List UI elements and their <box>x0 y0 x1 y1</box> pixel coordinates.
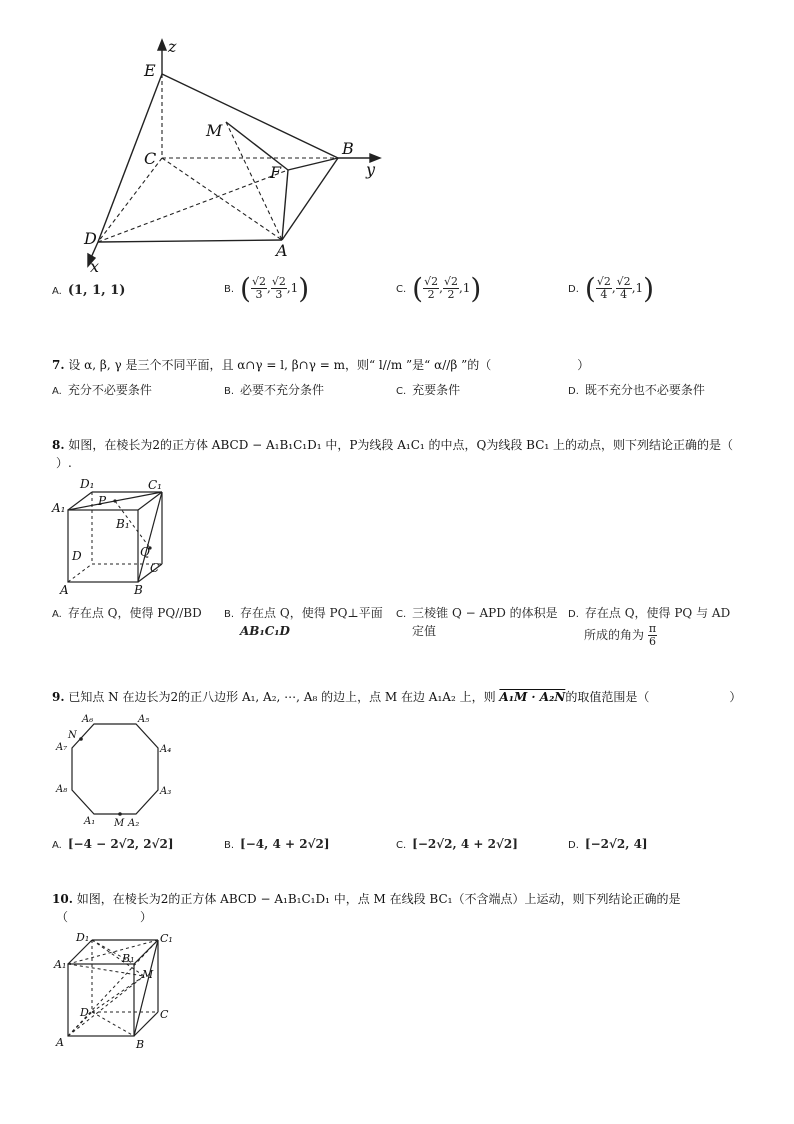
q8-label-D: D <box>72 549 82 563</box>
q6-label-B: B <box>342 139 354 158</box>
q6-label-E: E <box>144 61 156 80</box>
q9-vector-expression: A₁M · A₂N <box>499 690 566 704</box>
q8-label-D1: D₁ <box>80 477 95 491</box>
q8-figure <box>50 476 170 598</box>
q10-label-B: B <box>136 1038 145 1051</box>
q6-label-y: y <box>366 160 376 179</box>
q8-option-a[interactable]: A. 存在点 Q，使得 PQ//BD <box>52 606 202 620</box>
q9-label-A5: A₅ <box>138 714 150 725</box>
q6-label-x: x <box>90 257 100 273</box>
q6-label-F: F <box>270 163 282 182</box>
q8-label-P: P <box>98 494 107 508</box>
q10-stem: 10. 如图，在棱长为2的正方体 ABCD − A₁B₁C₁D₁ 中，点 M 在线段 BC₁（不含端点）上运动，则下列结论正确的是 <box>52 892 681 906</box>
q10-label-D: D <box>80 1006 89 1019</box>
q9-label-A8: A₈ <box>56 784 68 795</box>
q6-label-A: A <box>276 241 288 260</box>
q10-label-M: M <box>142 968 154 981</box>
q9-figure <box>50 712 180 832</box>
q10-label-A: A <box>56 1036 64 1049</box>
q9-label-A1: A₁ <box>84 816 96 827</box>
q9-label-A2: A₂ <box>128 818 140 829</box>
q9-label-A6: A₆ <box>82 714 94 725</box>
q9-option-d[interactable]: D. [−2√2, 4] <box>568 837 648 851</box>
q10-figure <box>50 930 180 1052</box>
q8-label-B1: B₁ <box>116 517 130 531</box>
q7-option-c[interactable]: C. 充要条件 <box>396 383 461 397</box>
q7-option-a[interactable]: A. 充分不必要条件 <box>52 383 152 397</box>
q9-label-A4: A₄ <box>160 744 172 755</box>
q10-label-A1: A₁ <box>54 958 67 971</box>
q8-label-B: B <box>134 583 143 597</box>
q6-option-a[interactable]: A. (1, 1, 1) <box>52 283 126 298</box>
q6-figure <box>80 38 390 273</box>
q6-label-D: D <box>84 229 97 248</box>
q10-label-D1: D₁ <box>76 931 90 944</box>
q9-label-N: N <box>68 730 77 741</box>
q8-option-b[interactable]: B. 存在点 Q，使得 PQ⊥平面 AB₁C₁D <box>224 606 383 638</box>
q10-label-B1: B₁ <box>122 952 135 965</box>
q9-label-A3: A₃ <box>160 786 172 797</box>
q7-stem: 7. 设 α, β, γ 是三个不同平面，且 α∩γ = l, β∩γ = m，则“ l//m ”是“ α//β ”的（ ） <box>52 358 590 372</box>
q9-label-A7: A₇ <box>56 742 68 753</box>
q9-stem: 9. 已知点 N 在边长为2的正八边形 A₁, A₂, ⋯, A₈ 的边上，点 M 在边 A₁A₂ 上，则 A₁M · A₂N的取值范围是（ ） <box>52 690 742 704</box>
q9-option-a[interactable]: A. [−4 − 2√2, 2√2] <box>52 837 174 851</box>
q8-stem-cont: ）. <box>56 456 72 470</box>
q6-option-d[interactable]: D. ( $\frac{√2}{4}$ , $\frac{√2}{4}$ ,1) <box>568 272 655 305</box>
q7-option-b[interactable]: B. 必要不充分条件 <box>224 383 325 397</box>
q9-option-b[interactable]: B. [−4, 4 + 2√2] <box>224 837 330 851</box>
q6-label-M: M <box>206 121 223 140</box>
q8-label-C: C <box>150 561 160 575</box>
q8-label-Q: Q <box>140 545 150 559</box>
q10-label-C1: C₁ <box>160 932 173 945</box>
q8-stem: 8. 如图，在棱长为2的正方体 ABCD − A₁B₁C₁D₁ 中，P为线段 A₁C₁ 的中点，Q为线段 BC₁ 上的动点，则下列结论正确的是（ <box>52 438 734 452</box>
q8-option-c[interactable]: C. 三棱锥 Q − APD 的体积是 定值 <box>396 606 558 638</box>
q9-label-M: M <box>114 818 125 829</box>
q8-label-C1: C₁ <box>148 478 162 492</box>
q6-option-c[interactable]: C. ( $\frac{√2}{2}$ , $\frac{√2}{2}$ ,1) <box>396 272 482 305</box>
q6-option-b[interactable]: B. ( $\frac{√2}{3}$ , $\frac{√2}{3}$ ,1) <box>224 272 310 305</box>
q10-answer-paren: （ ） <box>56 910 153 924</box>
q6-label-C: C <box>144 149 157 168</box>
q7-option-d[interactable]: D. 既不充分也不必要条件 <box>568 383 705 397</box>
q9-option-c[interactable]: C. [−2√2, 4 + 2√2] <box>396 837 518 851</box>
q8-option-d[interactable]: D. 存在点 Q，使得 PQ 与 AD 所成的角为 $\frac{\pi}{6}$ <box>568 606 731 648</box>
q8-label-A1: A₁ <box>52 501 66 515</box>
q6-label-z: z <box>168 38 177 56</box>
q10-label-C: C <box>160 1008 169 1021</box>
q8-label-A: A <box>60 583 69 597</box>
